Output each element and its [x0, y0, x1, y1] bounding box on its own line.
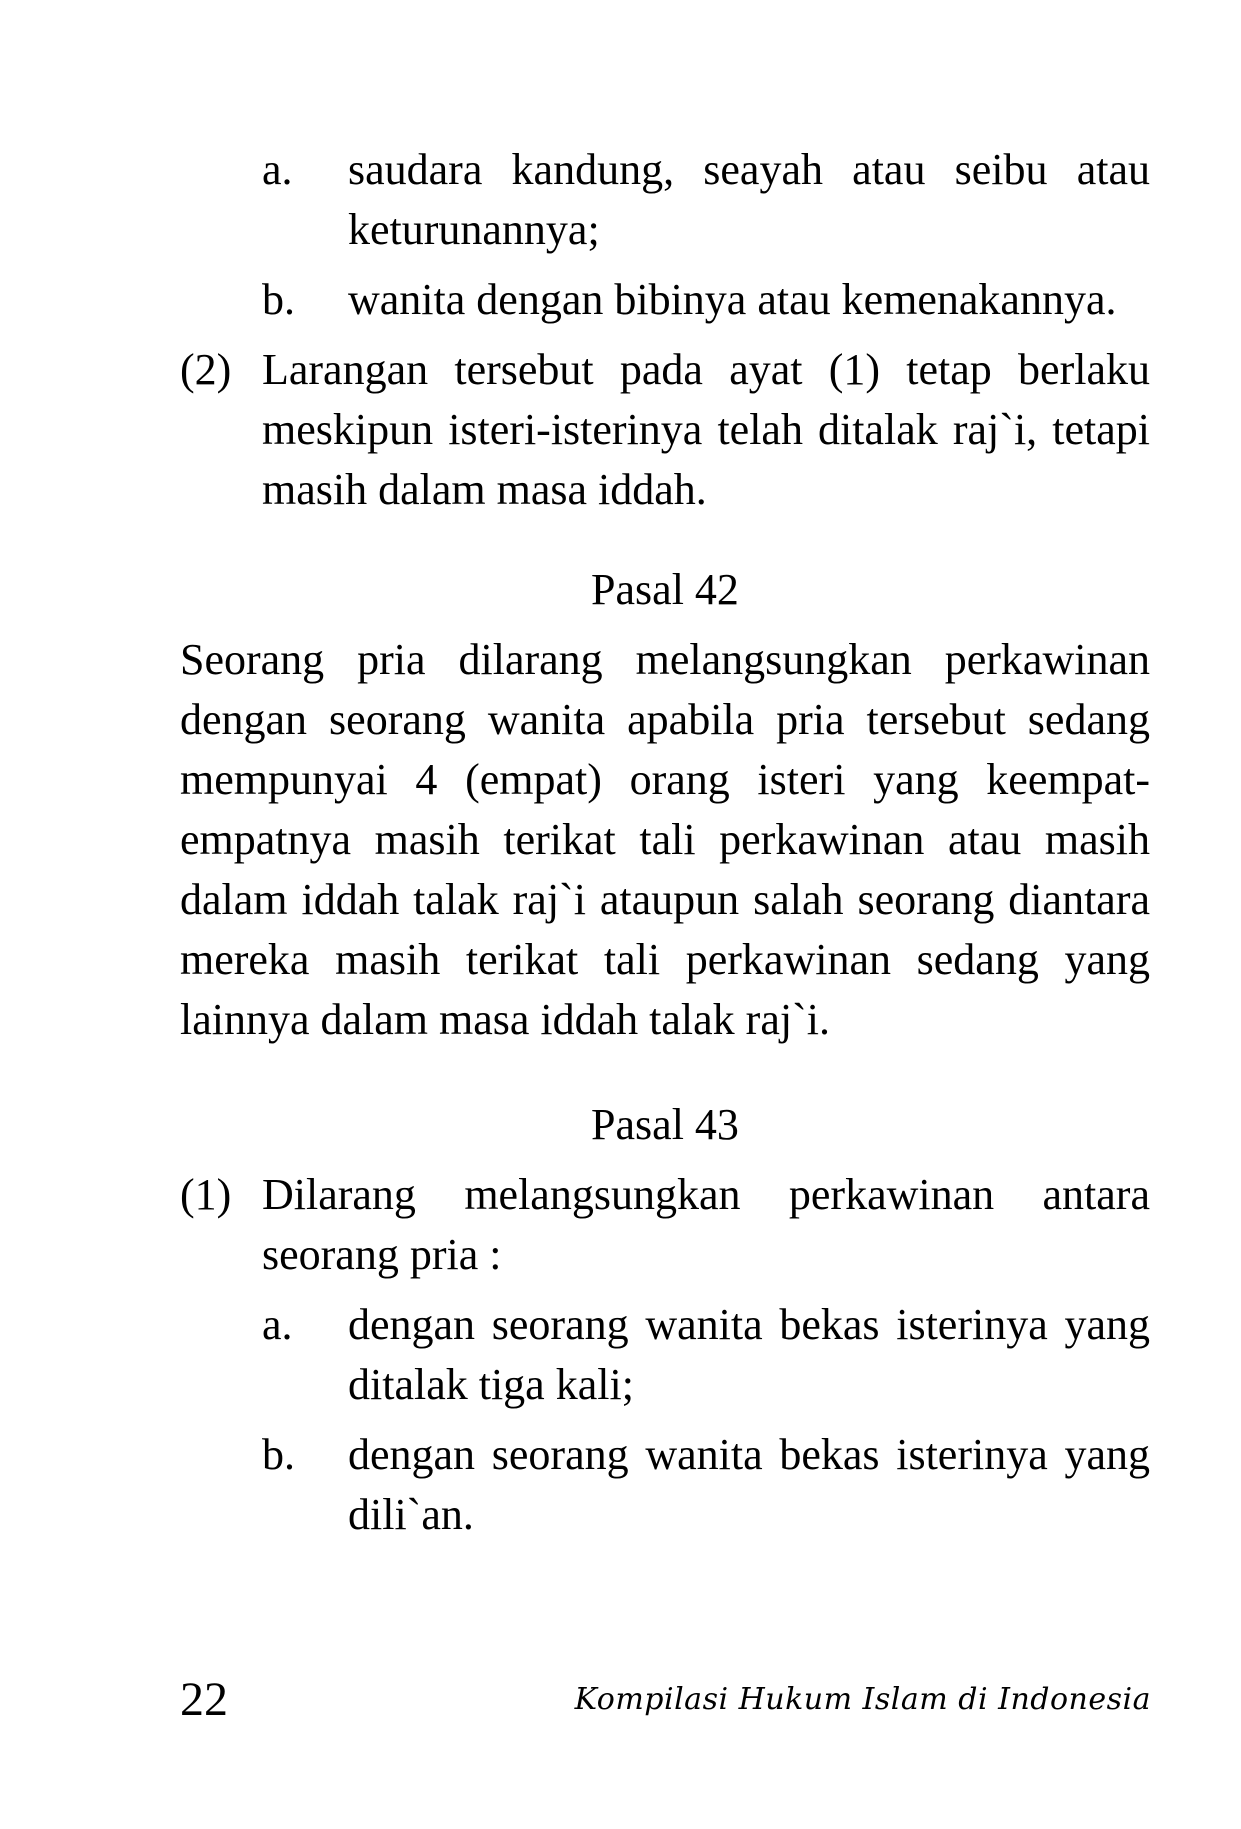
pasal-43-item-b-line-1: dengan seorang wanita bekas isterinya yang	[348, 1430, 1150, 1479]
item-a-line-2: keturunannya;	[348, 205, 600, 254]
item-b-marker: b.	[262, 275, 295, 324]
pasal-42-line-2: dengan seorang wanita apabila pria tersebut sedang	[180, 695, 1150, 744]
pasal-42-line-6: mereka masih terikat tali perkawinan sedang yang	[180, 935, 1150, 984]
clause-1-marker: (1)	[180, 1170, 232, 1219]
pasal-42-line-3: mempunyai 4 (empat) orang isteri yang keempat-	[180, 755, 1150, 804]
clause-2-line-2: meskipun isteri-isterinya telah ditalak raj`i, tetapi	[262, 405, 1150, 454]
page-number: 22	[180, 1673, 228, 1726]
pasal-43-item-a-line-2: ditalak tiga kali;	[348, 1360, 634, 1409]
item-a-line-1: saudara kandung, seayah atau seibu atau	[348, 145, 1150, 194]
pasal-43-item-a-line-1: dengan seorang wanita bekas isterinya yang	[348, 1300, 1150, 1349]
item-a-marker: a.	[262, 145, 293, 194]
pasal-42-line-1: Seorang pria dilarang melangsungkan perkawinan	[180, 635, 1150, 684]
pasal-42-line-4: empatnya masih terikat tali perkawinan atau masih	[180, 815, 1150, 864]
clause-2-line-3: masih dalam masa iddah.	[262, 465, 707, 514]
pasal-43-item-b-line-2: dili`an.	[348, 1490, 474, 1539]
clause-2-line-1: Larangan tersebut pada ayat (1) tetap berlaku	[262, 345, 1150, 394]
pasal-42-heading: Pasal 42	[591, 565, 739, 614]
running-footer-title: Kompilasi Hukum Islam di Indonesia	[574, 1682, 1151, 1717]
pasal-42-line-5: dalam iddah talak raj`i ataupun salah seorang diantara	[180, 875, 1150, 924]
clause-2-marker: (2)	[180, 345, 232, 394]
pasal-43-heading: Pasal 43	[591, 1100, 739, 1149]
pasal-42-line-7: lainnya dalam masa iddah talak raj`i.	[180, 995, 830, 1044]
pasal-43-item-b-marker: b.	[262, 1430, 295, 1479]
clause-1-line-2: seorang pria :	[262, 1230, 502, 1279]
clause-1-line-1: Dilarang melangsungkan perkawinan antara	[262, 1170, 1150, 1219]
pasal-43-item-a-marker: a.	[262, 1300, 293, 1349]
item-b-line-1: wanita dengan bibinya atau kemenakannya.	[348, 275, 1117, 324]
